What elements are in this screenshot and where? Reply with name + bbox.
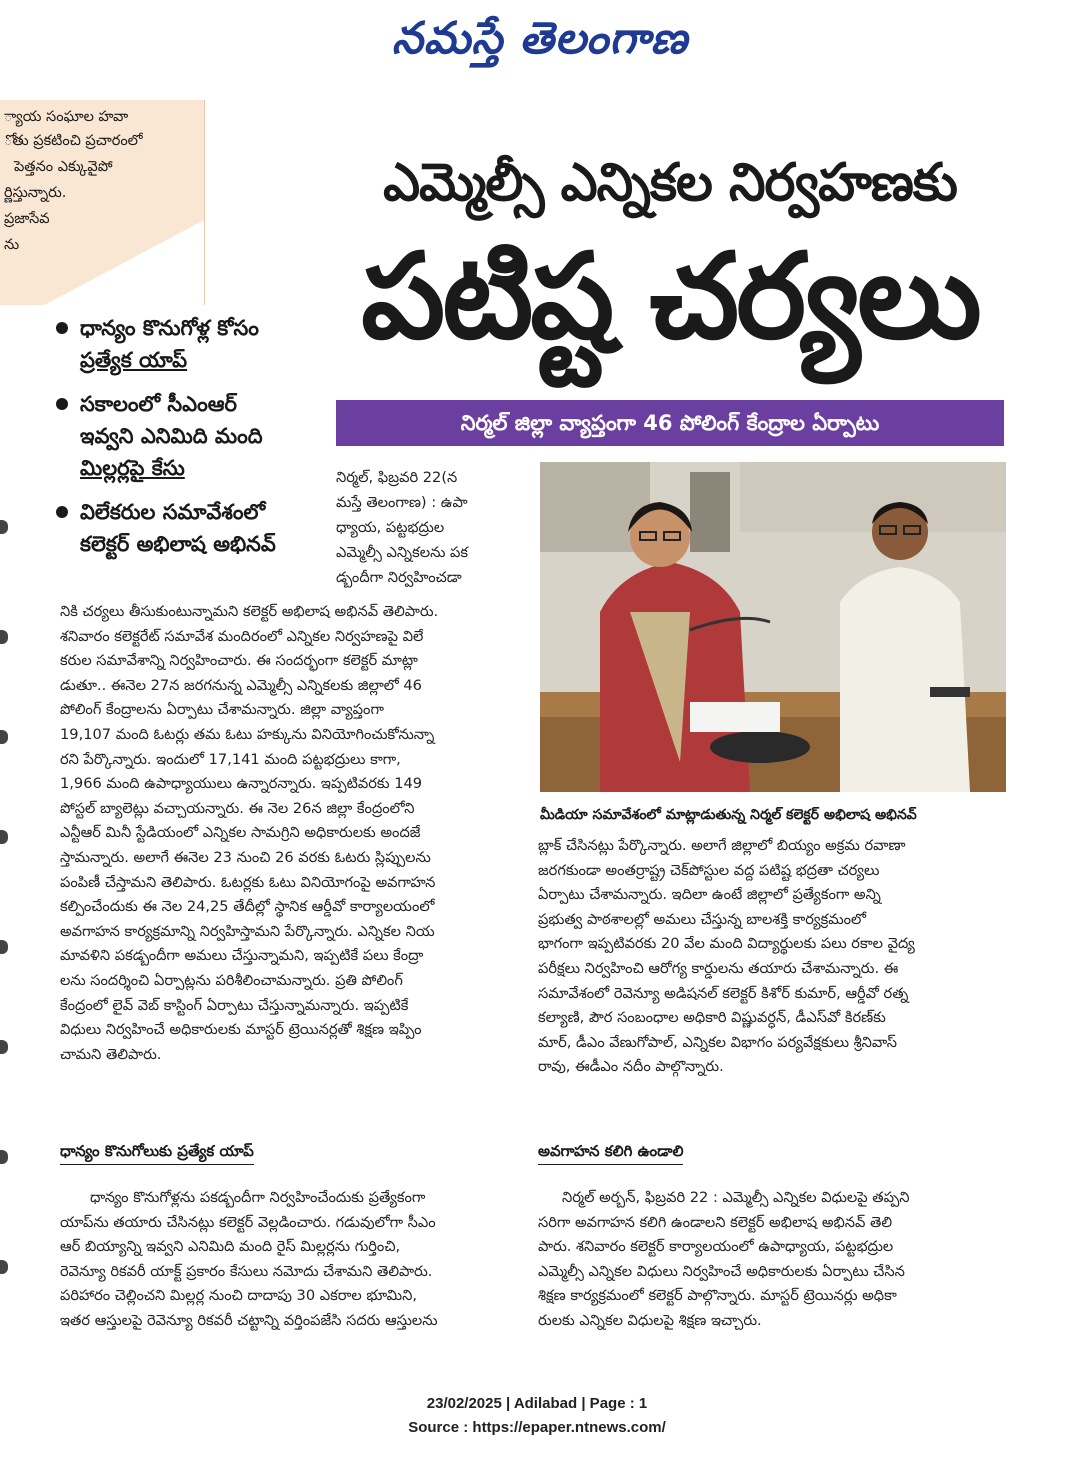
- text-line: నిర్మల్ అర్బన్, ఫిబ్రవరి 22 : ఎమ్మెల్సీ ఎన్నికల విధులపై తప్పని: [562, 1189, 910, 1206]
- text-line: అవగాహన కార్యక్రమాన్ని నిర్వహిస్తామని పేర్కొన్నారు. ఎన్నికల నియ: [60, 922, 435, 940]
- newspaper-masthead: [330, 6, 750, 72]
- bullet-line: విలేకరుల సమావేశంలో: [80, 500, 266, 524]
- text-line: కేంద్రంలో లైవ్ వెబ్ కాస్టింగ్ ఏర్పాటు చేస్తున్నామన్నారు. ఇప్పటికే: [60, 996, 409, 1014]
- text-line: 19,107 మంది ఓటర్లు తమ ఓటు హక్కును వినియోగించుకోనున్నా: [60, 725, 435, 743]
- text-line: ఎమ్మెల్సీ ఎన్నికల విధులు నిర్వహించే అధికారులకు ఏర్పాటు చేసిన: [538, 1262, 905, 1280]
- page-edge-marks: [0, 500, 12, 1320]
- bullet-line: ప్రత్యేక యాప్: [80, 348, 188, 372]
- article-grain-app: [60, 1186, 526, 1334]
- photo-illustration: [540, 462, 1006, 792]
- teaser-line: పెత్తనం ఎక్కువైపో: [14, 159, 113, 175]
- footer-source: Source : https://epaper.ntnews.com/: [408, 1419, 666, 1436]
- text-line: మార్, డీఎం వేణుగోపాల్, ఎన్నికల విభాగం పర్యవేక్షకులు శ్రీనివాస్: [538, 1033, 898, 1051]
- subhead-awareness: అవగాహన కలిగి ఉండాలి: [538, 1138, 683, 1165]
- text-line: డుతూ.. ఈనెల 27న జరగనున్న ఎమ్మెల్సీ ఎన్నికలకు జిల్లాలో 46: [60, 676, 422, 694]
- bullet-line: ఇవ్వని ఎనిమిది మంది: [80, 424, 263, 448]
- text-line: సమావేశంలో రెవెన్యూ అడిషనల్ కలెక్టర్ కిశోర్ కుమార్, ఆర్డీవో రత్న: [538, 984, 909, 1002]
- article-body: [60, 600, 526, 1067]
- text-line: రెవెన్యూ రికవరీ యాక్ట్ ప్రకారం కేసులు నమోదు చేశామని తెలిపారు.: [60, 1262, 433, 1280]
- bullet-item: [52, 312, 322, 376]
- highlight-bullets: [52, 312, 322, 572]
- edge-mark: [0, 630, 8, 644]
- photo-caption: మీడియా సమావేశంలో మాట్లాడుతున్న నిర్మల్ కలెక్టర్ అభిలాష అభినవ్: [540, 807, 917, 823]
- text-line: భాగంగా ఇప్పటివరకు 20 వేల మంది విద్యార్థులకు పలు రకాల వైద్య: [538, 935, 915, 953]
- text-line: జరగకుండా అంతర్రాష్ట్ర చెక్‌పోస్టుల వద్ద పటిష్ట భద్రతా చర్యలు: [538, 861, 880, 879]
- edge-mark: [0, 1040, 8, 1054]
- bullet-item: [52, 388, 322, 484]
- text-line: 1,966 మంది ఉపాధ్యాయులు ఉన్నారన్నారు. ఇప్పటివరకు 149: [60, 775, 423, 793]
- text-line: చామని తెలిపారు.: [60, 1045, 162, 1063]
- teaser-line: ర్ణిస్తున్నారు.: [4, 185, 67, 201]
- teaser-line: ోతు ప్రకటించి ప్రచారంలో: [4, 133, 143, 149]
- edge-mark: [0, 1150, 8, 1164]
- subheadline-bar: నిర్మల్ జిల్లా వ్యాప్తంగా 46 పోలింగ్ కేంద్రాల ఏర్పాటు: [336, 400, 1004, 446]
- text-line: లను సందర్శించి ఏర్పాట్లను పరిశీలించామన్నారు. ప్రతి పోలింగ్: [60, 971, 403, 989]
- bullet-line: సకాలంలో సీఎంఆర్: [80, 392, 237, 416]
- text-line: పోస్టల్ బ్యాలెట్లు వచ్చాయన్నారు. ఈ నెల 26న జిల్లా కేంద్రంలోని: [60, 799, 415, 817]
- bullet-line: కలెక్టర్ అభిలాష అభినవ్: [80, 532, 276, 556]
- text-line: పరిహారం చెల్లించని మిల్లర్ల నుంచి దాదాపు 30 ఎకరాల భూమిని,: [60, 1287, 417, 1305]
- headline-kicker: ఎమ్మెల్సీ ఎన్నికల నిర్వహణకు: [383, 153, 957, 213]
- bullet-line: మిల్లర్లపై కేసు: [80, 456, 185, 480]
- bullet-item: [52, 496, 322, 560]
- text-line: మావళిని పకడ్బందీగా అమలు చేస్తున్నామని, ఇప్పటికే పలు కేంద్రా: [60, 947, 424, 965]
- text-line: కల్యాణి, పౌర సంబంధాల అధికారి విష్ణువర్ధన్, డీఎస్‌వో కిరణ్‌కు: [538, 1009, 886, 1027]
- article-awareness: [538, 1186, 1008, 1334]
- text-line: శనివారం కలెక్టరేట్ సమావేశ మందిరంలో ఎన్నికల నిర్వహణపై విలే: [60, 627, 424, 645]
- edge-mark: [0, 730, 8, 744]
- subhead-grain-app: ధాన్యం కొనుగోలుకు ప్రత్యేక యాప్: [60, 1138, 254, 1165]
- masthead-logo-text: నమస్తే తెలంగాణ: [391, 13, 689, 64]
- edge-mark: [0, 520, 8, 534]
- text-line: విధులు నిర్వహించే అధికారులకు మాస్టర్ ట్రెయినర్లతో శిక్షణ ఇప్పిం: [60, 1021, 422, 1039]
- edge-mark: [0, 1260, 8, 1274]
- text-line: మస్తే తెలంగాణ) : ఉపా: [336, 494, 468, 511]
- text-line: ఎమ్మెల్సీ ఎన్నికలను పక: [336, 544, 468, 561]
- text-line: ఇతర ఆస్తులపై రెవెన్యూ రికవరీ చట్టాన్ని వర్తింపజేసి సదరు ఆస్తులను: [60, 1311, 438, 1329]
- footer-dateline: 23/02/2025 | Adilabad | Page : 1: [426, 1395, 648, 1412]
- text-line: రావు, ఈడీఎం నదీం పాల్గొన్నారు.: [538, 1058, 724, 1076]
- adjacent-story-teaser: [0, 100, 205, 305]
- text-line: స్తామన్నారు. అలాగే ఈనెల 23 నుంచి 26 వరకు ఓటరు స్లిప్పులను: [60, 848, 431, 866]
- text-line: ఆర్ బియ్యాన్ని ఇవ్వని ఎనిమిది మంది రైస్ మిల్లర్లను గుర్తించి,: [60, 1238, 401, 1256]
- text-line: శిక్షణ కార్యక్రమంలో కలెక్టర్ పాల్గొన్నారు. మాస్టర్ ట్రెయినర్లు అధికా: [538, 1287, 897, 1305]
- text-line: పోలింగ్ కేంద్రాలను ఏర్పాటు చేశామన్నారు. జిల్లా వ్యాప్తంగా: [60, 701, 384, 719]
- teaser-line: ప్రజాసేవ: [4, 211, 50, 227]
- text-line: ప్రభుత్వ పాఠశాలల్లో అమలు చేస్తున్న బాలశక్తి కార్యక్రమంలో: [538, 910, 867, 928]
- text-line: పారు. శనివారం కలెక్టర్ కార్యాలయంలో ఉపాధ్యాయ, పట్టభద్రుల: [538, 1238, 894, 1256]
- teaser-line: ్యాయ సంఘాల హవా: [4, 109, 129, 125]
- text-line: కరుల సమావేశాన్ని నిర్వహించారు. ఈ సందర్భంగా కలెక్టర్ మాట్లా: [60, 652, 418, 670]
- text-line: యాప్‌ను తయారు చేసినట్లు కలెక్టర్ వెల్లడించారు. గడువులోగా సీఎం: [60, 1213, 436, 1231]
- text-line: కల్పించేందుకు ఈ నెల 24,25 తేదీల్లో స్థానిక ఆర్డీవో కార్యాలయంలో: [60, 898, 435, 916]
- text-line: రని పేర్కొన్నారు. ఇందులో 17,141 మంది పట్టభద్రులు కాగా,: [60, 750, 401, 768]
- text-line: ఏర్పాటు చేశామన్నారు. ఇదిలా ఉంటే జిల్లాలో ప్రత్యేకంగా అన్ని: [538, 886, 881, 904]
- article-continuation: [538, 834, 1008, 1080]
- teaser-line: ను: [4, 237, 20, 253]
- text-line: పరీక్షలు నిర్వహించి ఆరోగ్య కార్డులను తయారు చేశామన్నారు. ఈ: [538, 959, 899, 977]
- edge-mark: [0, 830, 8, 844]
- text-line: ధ్యాయ, పట్టభద్రుల: [336, 519, 445, 536]
- text-line: ధాన్యం కొనుగోళ్లను పకడ్బందీగా నిర్వహించేందుకు ప్రత్యేకంగా: [90, 1189, 426, 1206]
- text-line: నిర్మల్, ఫిబ్రవరి 22(న: [336, 469, 458, 486]
- text-line: సరిగా అవగాహన కలిగి ఉండాలని కలెక్టర్ అభిలాష అభినవ్ తెలి: [538, 1213, 893, 1231]
- text-line: డ్బందీగా నిర్వహించడా: [336, 569, 462, 586]
- main-headline: పటిష్ట చర్యలు: [361, 227, 979, 365]
- text-line: పంపిణీ చేస్తామని తెలిపారు. ఓటర్లకు ఓటు వినియోగంపై అవగాహన: [60, 873, 436, 891]
- article-intro: [336, 465, 531, 590]
- news-photo: [540, 462, 1006, 792]
- text-line: బ్లాక్ చేసినట్లు పేర్కొన్నారు. అలాగే జిల్లాలో బియ్యం అక్రమ రవాణా: [538, 837, 906, 854]
- bullet-line: ధాన్యం కొనుగోళ్ల కోసం: [80, 316, 259, 340]
- text-line: నికి చర్యలు తీసుకుంటున్నామని కలెక్టర్ అభిలాష అభినవ్ తెలిపారు.: [60, 603, 439, 620]
- text-line: ఎన్టీఆర్ మినీ స్టేడియంలో ఎన్నికల సామగ్రిని అధికారులకు అందజే: [60, 824, 421, 842]
- edge-mark: [0, 940, 8, 954]
- text-line: రులకు ఎన్నికల విధులపై శిక్షణ ఇచ్చారు.: [538, 1311, 762, 1329]
